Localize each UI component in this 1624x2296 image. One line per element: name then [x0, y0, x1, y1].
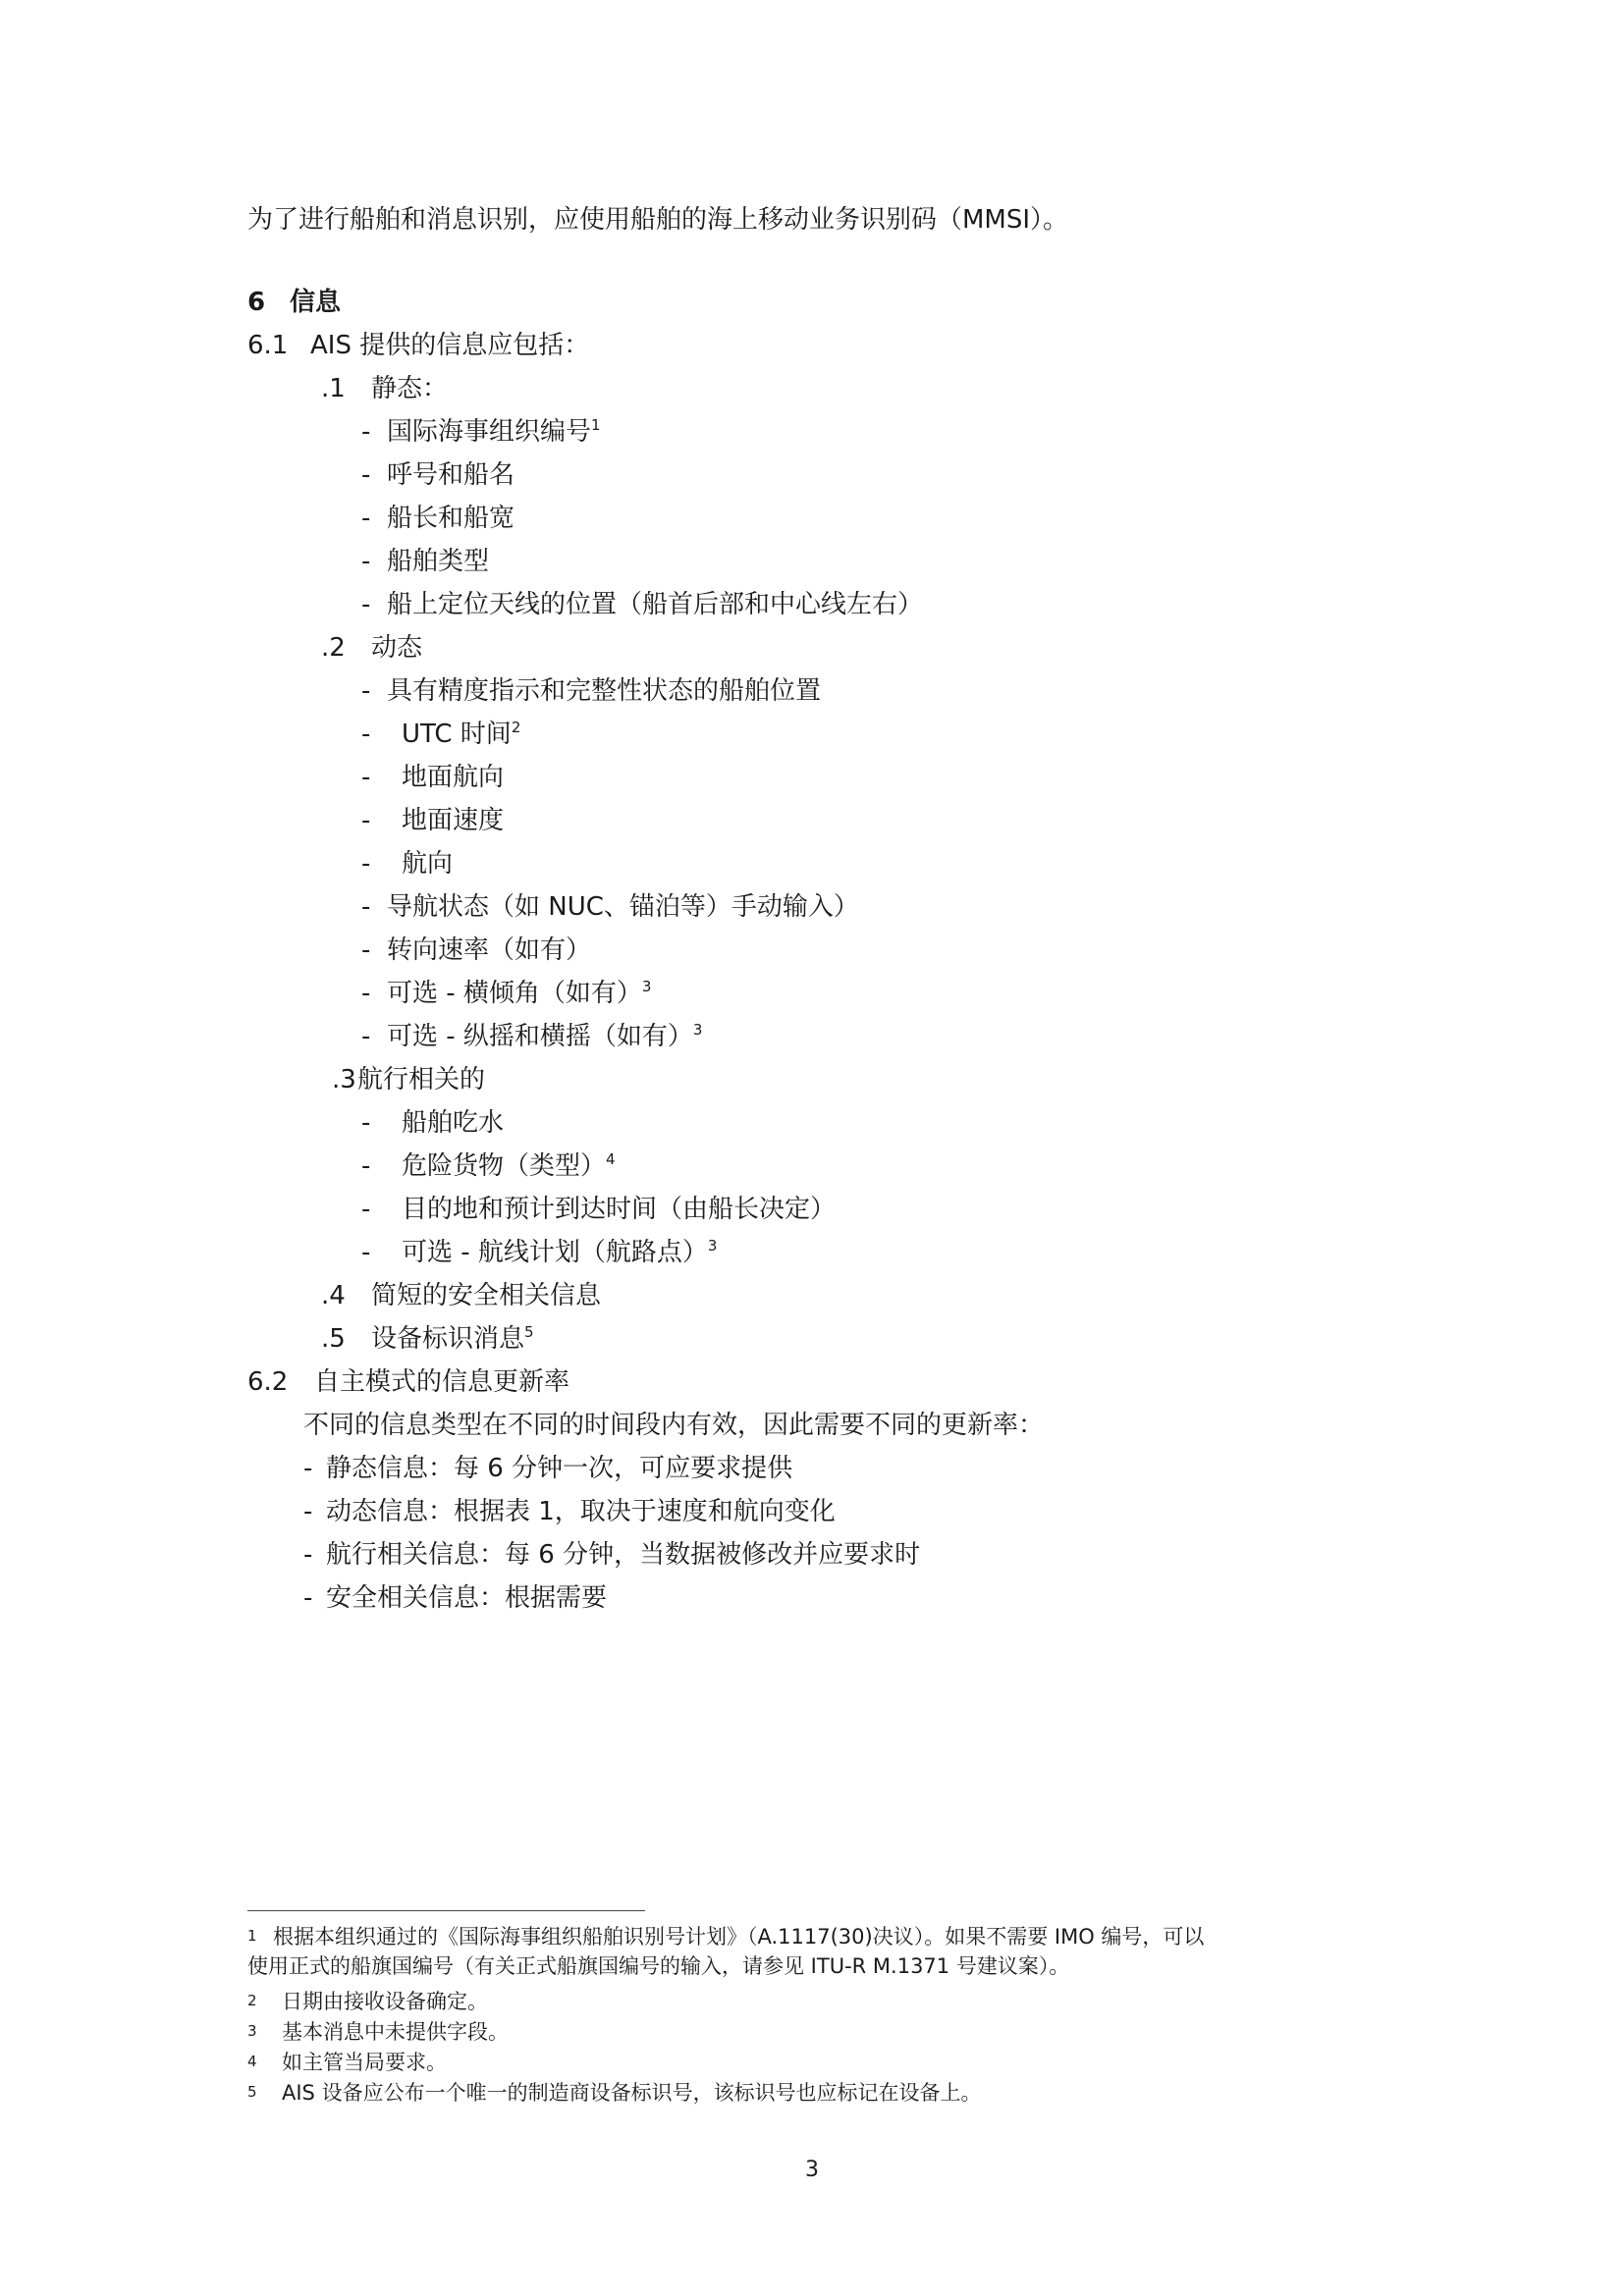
group-1-number: .1: [321, 374, 346, 403]
list-item: - 船舶吃水: [361, 1108, 505, 1138]
list-item: - 船上定位天线的位置（船首后部和中心线左右）: [361, 590, 924, 619]
list-item: - 船舶类型: [361, 547, 490, 576]
list-item: - 目的地和预计到达时间（由船长决定）: [361, 1195, 837, 1224]
footnote-3-text: 基本消息中未提供字段。: [282, 2020, 509, 2044]
list-item: - 具有精度指示和完整性状态的船舶位置: [361, 676, 822, 706]
footnote-5-mark: 5: [247, 2083, 257, 2101]
footnote-3-mark: 3: [247, 2022, 257, 2040]
section-6-2-intro: 不同的信息类型在不同的时间段内有效，因此需要不同的更新率：: [303, 1411, 1045, 1440]
list-item: - 航向: [361, 849, 454, 879]
footnote-2-mark: 2: [247, 1992, 257, 2009]
group-2-label: 动态: [371, 633, 423, 663]
footnote-4-text: 如主管当局要求。: [282, 2051, 447, 2074]
list-item: - 呼号和船名: [361, 460, 515, 490]
list-item: - 地面速度: [361, 806, 505, 835]
section-6-2-title: 自主模式的信息更新率: [314, 1367, 570, 1397]
list-item: - 导航状态（如 NUC、锚泊等）手动输入）: [361, 892, 859, 922]
footnote-1-line-2: 使用正式的船旗国编号（有关正式船旗国编号的输入，请参见 ITU-R M.1371 号建议案）。: [247, 1954, 1070, 1978]
list-item: - 航行相关信息：每 6 分钟，当数据被修改并应要求时: [303, 1540, 921, 1570]
intro-paragraph: 为了进行船舶和消息识别，应使用船舶的海上移动业务识别码（MMSI）。: [247, 205, 1069, 235]
section-6-heading: [247, 286, 341, 319]
footnote-2-text: 日期由接收设备确定。: [282, 1990, 488, 2013]
group-2-heading: [321, 631, 422, 665]
page-number: 3: [805, 2158, 819, 2182]
group-1-label: 静态：: [371, 374, 449, 403]
list-item: - 静态信息：每 6 分钟一次，可应要求提供: [303, 1454, 793, 1483]
group-5-heading: .5 设备标识消息$^5$: [321, 1323, 534, 1354]
section-6-2-number: 6.2: [247, 1367, 289, 1397]
footnote-4-mark: 4: [247, 2053, 257, 2070]
footnote-5-text: AIS 设备应公布一个唯一的制造商设备标识号，该标识号也应标记在设备上。: [282, 2081, 982, 2105]
footnote-1-mark: 1: [247, 1927, 257, 1945]
section-6-number: 6: [247, 288, 266, 317]
list-item: - 动态信息：根据表 1，取决于速度和航向变化: [303, 1497, 836, 1526]
list-item: - 可选 - 横倾角（如有）$^3$: [361, 978, 652, 1008]
group-2-number: .2: [321, 633, 346, 663]
group-3-label: 航行相关的: [357, 1065, 486, 1095]
group-5-label: 设备标识消息: [371, 1324, 525, 1354]
section-6-1-number: 6.1: [247, 331, 289, 360]
group-5-number: .5: [321, 1324, 346, 1354]
footnote-1-line-1: 根据本组织通过的《国际海事组织船舶识别号计划》（A.1117(30)决议）。如果不需要 IMO 编号，可以: [273, 1925, 1205, 1949]
group-4-label: 简短的安全相关信息: [371, 1281, 602, 1310]
section-6-title: 信息: [290, 288, 342, 317]
group-4-heading: [321, 1279, 601, 1312]
list-item: - 可选 - 航线计划（航路点）$^3$: [361, 1237, 718, 1267]
list-item: - 船长和船宽: [361, 504, 515, 533]
list-item: - 转向速率（如有）: [361, 935, 592, 965]
section-6-2-heading: [247, 1365, 569, 1399]
list-item: - 地面航向: [361, 763, 505, 792]
group-4-number: .4: [321, 1281, 346, 1310]
list-item: - UTC 时间$^2$: [361, 719, 521, 749]
group-1-heading: [321, 372, 448, 405]
group-3-heading: [332, 1063, 485, 1096]
footnote-separator: [247, 1910, 645, 1911]
list-item: - 可选 - 纵摇和横摇（如有）$^3$: [361, 1021, 703, 1051]
list-item: - 国际海事组织编号$^1$: [361, 416, 601, 447]
group-3-number: .3: [332, 1065, 356, 1095]
list-item: - 安全相关信息：根据需要: [303, 1583, 608, 1613]
section-6-1-text: AIS 提供的信息应包括：: [310, 331, 590, 360]
section-6-1-heading: [247, 329, 589, 362]
list-item: - 危险货物（类型）$^4$: [361, 1150, 616, 1181]
